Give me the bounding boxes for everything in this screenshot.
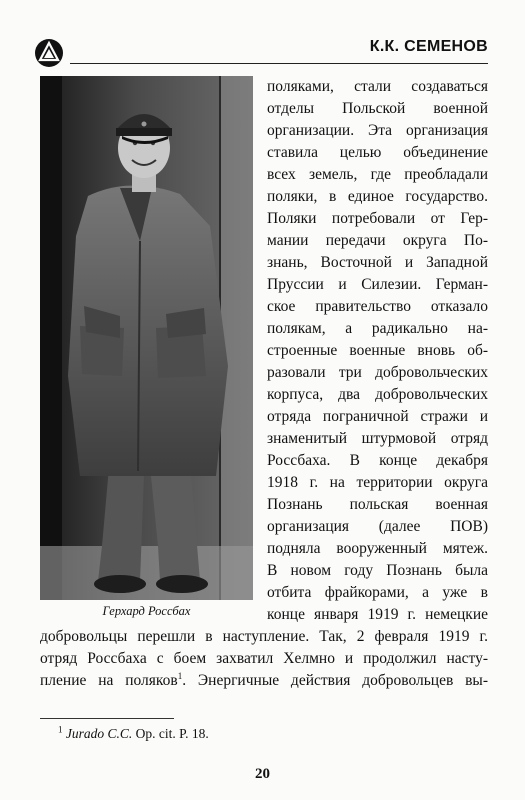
footnote-reference: 1 [177, 670, 183, 681]
footnote [58, 726, 209, 742]
running-head-author: К.К. СЕМЕНОВ [369, 38, 488, 55]
column-line: знань, Восточной и Западной [267, 254, 488, 271]
column-line: ское правительство отказало [267, 298, 488, 315]
portrait-photo-drawing [40, 76, 253, 600]
column-line: полякам, а радикально на- [267, 320, 488, 337]
header-rule [70, 63, 488, 64]
body-line: отряд Россбаха с боем захватил Хелмно и продолжил насту- [40, 650, 488, 667]
publisher-logo-icon [34, 38, 64, 68]
photo-caption: Герхард Россбах [102, 604, 191, 618]
body-line-with-footnote: пление на поляков$^1$. Энергичные действия добровольцев вы- [40, 670, 489, 689]
column-line: 1918 г. на территории округа [267, 474, 488, 491]
column-line: мании передачи округа По- [267, 232, 488, 249]
column-line: всех земель, где преобладали [267, 166, 488, 183]
footnote-source: Op. cit. P. 18. [135, 726, 209, 741]
column-line: Познань польская военная [267, 496, 488, 513]
column-line: конце января 1919 г. немецкие [267, 606, 488, 623]
column-line: отбита фрайкорами, а уже в [267, 584, 488, 601]
column-line: поляками, стали создаваться [267, 78, 488, 95]
column-line: организации. Эта организация [267, 122, 488, 139]
body-line-text: пление на поляков [40, 672, 178, 689]
column-line: В новом году Познань была [267, 562, 488, 579]
footnote-marker: 1 [58, 724, 63, 735]
column-line: поляки, в единое государство. [267, 188, 488, 205]
body-line-text: Энергичные действия добровольцев вы- [197, 672, 489, 689]
portrait-photo [40, 76, 253, 600]
footnote-rule [40, 718, 174, 719]
footnote-author: Jurado C.C. [65, 726, 133, 741]
column-line: знаменитый штурмовой отряд [267, 430, 488, 447]
body-line: добровольцы перешли в наступление. Так, 2 февраля 1919 г. [40, 628, 488, 645]
column-line: отделы Польской военной [267, 100, 488, 117]
column-line: корпуса, два добровольческих [267, 386, 488, 403]
column-line: строенные военные вновь об- [267, 342, 488, 359]
column-line: организация (далее ПОВ) [267, 518, 488, 535]
column-line: Поляки потребовали от Гер- [267, 210, 488, 227]
column-line: ставила целью объединение [267, 144, 488, 161]
column-line: Россбаха. В конце декабря [267, 452, 488, 469]
page-number: 20 [255, 766, 270, 782]
column-line: отряда пограничной стражи и [267, 408, 488, 425]
column-line: разовали три добровольческих [267, 364, 488, 381]
column-line: Пруссии и Силезии. Герман- [267, 276, 488, 293]
column-line: подняла вооруженный мятеж. [267, 540, 488, 557]
